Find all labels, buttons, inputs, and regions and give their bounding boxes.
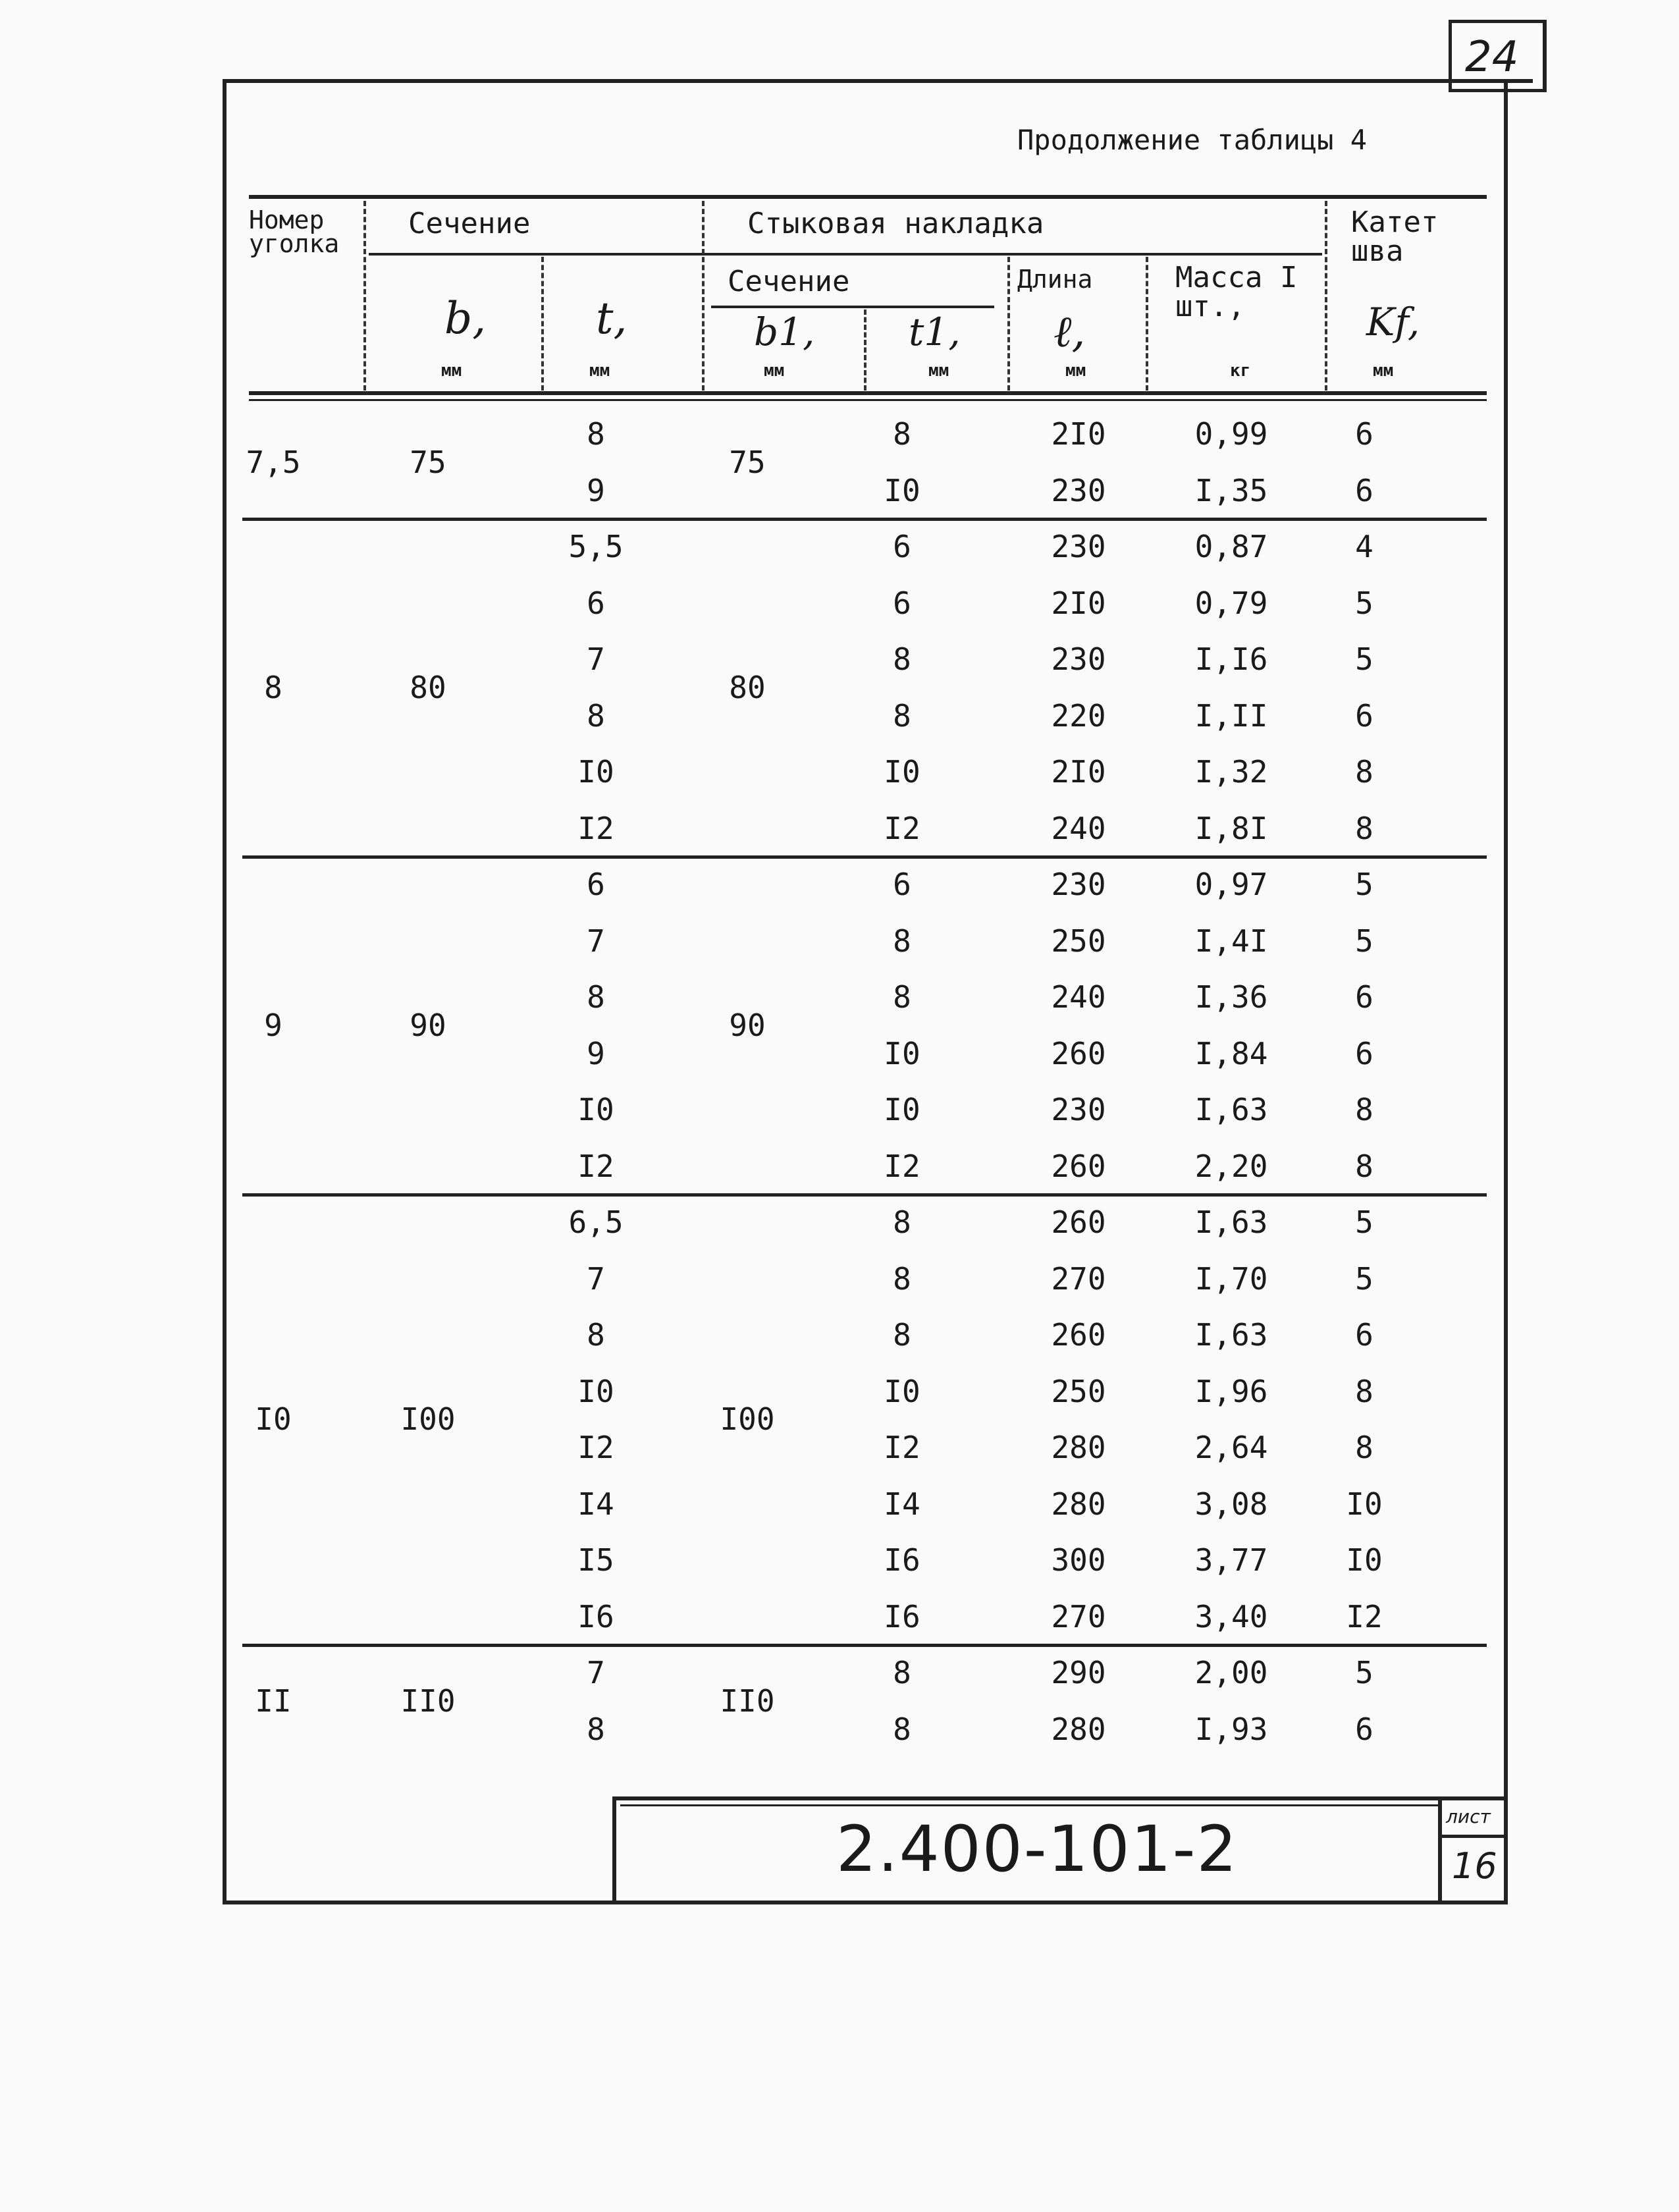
cell-l: 240 — [1051, 979, 1106, 1015]
cell-l: 250 — [1051, 1373, 1106, 1409]
cell-t1: I0 — [884, 754, 920, 790]
cell-m: I,4I — [1194, 923, 1268, 959]
cell-m: I,63 — [1194, 1092, 1268, 1127]
unit-k: мм — [1373, 361, 1394, 381]
cell-t: 6 — [587, 585, 605, 621]
cell-m: 0,99 — [1194, 416, 1268, 452]
cell-k: 5 — [1355, 585, 1373, 621]
cell-t1: I2 — [884, 810, 920, 846]
cell-k: 8 — [1355, 810, 1373, 846]
cell-m: I,63 — [1194, 1204, 1268, 1240]
cell-t: 5,5 — [568, 529, 624, 564]
cell-t1: 8 — [893, 641, 911, 677]
header-pad-section-line — [711, 306, 994, 308]
cell-m: 0,97 — [1194, 867, 1268, 902]
cell-t1: 8 — [893, 416, 911, 452]
stamp-doc-code: 2.400-101-2 — [836, 1812, 1239, 1886]
group-b1: 90 — [729, 1007, 766, 1043]
group-separator — [242, 855, 1487, 859]
cell-k: 5 — [1355, 1260, 1373, 1297]
header-sep-6 — [1146, 257, 1148, 391]
header-pad-section: Сечение — [728, 265, 850, 298]
header-top-line — [249, 195, 1487, 199]
cell-t1: I2 — [884, 1430, 920, 1465]
cell-t1: 8 — [893, 1204, 911, 1240]
cell-m: 3,08 — [1194, 1486, 1268, 1522]
cell-t1: 8 — [893, 923, 911, 959]
stamp-sheet-number: 16 — [1452, 1845, 1497, 1887]
cell-m: 2,20 — [1194, 1148, 1268, 1184]
cell-l: 280 — [1051, 1430, 1106, 1465]
cell-t: 8 — [587, 1711, 605, 1747]
cell-l: 260 — [1051, 1317, 1106, 1353]
cell-t: I0 — [577, 754, 614, 790]
table-caption: Продолжение таблицы 4 — [1017, 124, 1368, 156]
cell-k: 6 — [1355, 1317, 1373, 1353]
group-angle: I0 — [255, 1401, 292, 1438]
cell-t: 8 — [587, 979, 605, 1015]
header-sub-line — [369, 253, 1322, 256]
cell-m: 2,64 — [1194, 1430, 1268, 1465]
cell-l: 250 — [1051, 923, 1106, 959]
cell-t: 9 — [587, 472, 605, 508]
cell-k: I0 — [1346, 1486, 1383, 1522]
header-b1-symbol: b1, — [754, 310, 815, 354]
cell-t: I2 — [577, 1148, 614, 1184]
cell-m: I,70 — [1194, 1260, 1268, 1297]
cell-t: 8 — [587, 416, 605, 452]
cell-l: 230 — [1051, 1092, 1106, 1127]
cell-k: I2 — [1346, 1598, 1383, 1634]
group-b: 75 — [410, 444, 446, 480]
unit-t1: мм — [928, 361, 949, 381]
cell-l: 2I0 — [1051, 416, 1106, 452]
cell-m: I,84 — [1194, 1035, 1268, 1071]
frame-top — [223, 79, 1533, 83]
cell-t1: I0 — [884, 1035, 920, 1071]
cell-l: 260 — [1051, 1204, 1106, 1240]
cell-m: I,II — [1194, 697, 1268, 734]
header-weld-leg: Катет шва — [1351, 205, 1439, 268]
cell-t1: 6 — [893, 867, 911, 902]
group-b1: 75 — [729, 444, 766, 480]
cell-l: 2I0 — [1051, 754, 1106, 790]
header-sep-3 — [702, 201, 705, 391]
cell-t: I2 — [577, 810, 614, 846]
group-angle: II — [255, 1683, 292, 1719]
cell-t: 7 — [587, 1260, 605, 1297]
cell-k: 6 — [1355, 1711, 1373, 1747]
cell-l: 270 — [1051, 1260, 1106, 1297]
group-separator — [242, 518, 1487, 521]
header-angle-number: Номер уголка — [249, 205, 340, 258]
cell-k: 8 — [1355, 1430, 1373, 1465]
group-separator — [242, 1644, 1487, 1647]
group-b1: II0 — [720, 1683, 775, 1719]
cell-l: 300 — [1051, 1542, 1106, 1578]
cell-t: 7 — [587, 1655, 605, 1690]
cell-k: I0 — [1346, 1542, 1383, 1578]
cell-k: 5 — [1355, 867, 1373, 902]
cell-t: I6 — [577, 1598, 614, 1634]
group-separator — [242, 1193, 1487, 1197]
cell-k: 4 — [1355, 529, 1373, 564]
cell-t1: I6 — [884, 1598, 920, 1634]
header-bottom-line — [249, 391, 1487, 395]
frame-right — [1504, 79, 1508, 1903]
header-kf-symbol: Kf, — [1366, 300, 1420, 344]
frame-left — [223, 79, 227, 1903]
cell-k: 6 — [1355, 697, 1373, 734]
cell-t: 6 — [587, 867, 605, 902]
header-sep-5 — [1007, 257, 1010, 391]
cell-t1: 8 — [893, 1711, 911, 1747]
cell-l: 220 — [1051, 697, 1106, 734]
cell-l: 260 — [1051, 1148, 1106, 1184]
header-length: Длина — [1017, 265, 1093, 294]
cell-k: 8 — [1355, 1148, 1373, 1184]
cell-t1: I4 — [884, 1486, 920, 1522]
cell-l: 230 — [1051, 867, 1106, 902]
cell-t: I2 — [577, 1430, 614, 1465]
cell-k: 6 — [1355, 979, 1373, 1015]
cell-t1: I0 — [884, 1373, 920, 1409]
group-angle: 7,5 — [246, 444, 301, 480]
cell-t: I5 — [577, 1542, 614, 1578]
cell-l: 240 — [1051, 810, 1106, 846]
cell-m: I,8I — [1194, 810, 1268, 846]
cell-l: 230 — [1051, 529, 1106, 564]
cell-t: I0 — [577, 1092, 614, 1127]
cell-l: 270 — [1051, 1598, 1106, 1634]
cell-l: 230 — [1051, 472, 1106, 508]
cell-m: 0,79 — [1194, 585, 1268, 621]
cell-t: I4 — [577, 1486, 614, 1522]
cell-l: 230 — [1051, 641, 1106, 677]
cell-m: I,96 — [1194, 1373, 1268, 1409]
cell-l: 290 — [1051, 1655, 1106, 1690]
cell-l: 2I0 — [1051, 585, 1106, 621]
cell-k: 5 — [1355, 1655, 1373, 1690]
cell-k: 5 — [1355, 1204, 1373, 1240]
cell-m: I,36 — [1194, 979, 1268, 1015]
unit-m: кг — [1230, 361, 1251, 381]
cell-t1: I0 — [884, 472, 920, 508]
cell-t1: 8 — [893, 1260, 911, 1297]
cell-t1: I0 — [884, 1092, 920, 1127]
cell-m: I,I6 — [1194, 641, 1268, 677]
cell-m: 3,77 — [1194, 1542, 1268, 1578]
group-angle: 9 — [264, 1007, 282, 1043]
cell-m: 3,40 — [1194, 1598, 1268, 1634]
header-t1-symbol: t1, — [909, 310, 961, 354]
cell-k: 8 — [1355, 1373, 1373, 1409]
cell-t1: 6 — [893, 529, 911, 564]
cell-l: 260 — [1051, 1035, 1106, 1071]
cell-t1: 8 — [893, 1655, 911, 1690]
cell-k: 6 — [1355, 1035, 1373, 1071]
cell-t: 8 — [587, 697, 605, 734]
cell-t: 8 — [587, 1317, 605, 1353]
unit-b1: мм — [764, 361, 785, 381]
sheet-number-divider — [1438, 1835, 1506, 1838]
cell-k: 5 — [1355, 923, 1373, 959]
cell-m: I,35 — [1194, 472, 1268, 508]
cell-t1: 8 — [893, 697, 911, 734]
cell-k: 6 — [1355, 472, 1373, 508]
group-b: 80 — [410, 669, 446, 705]
cell-t: I0 — [577, 1373, 614, 1409]
header-l-symbol: ℓ, — [1053, 306, 1086, 357]
cell-t1: I6 — [884, 1542, 920, 1578]
stamp-sheet-label: лист — [1446, 1806, 1491, 1827]
group-b: I00 — [400, 1401, 456, 1438]
unit-l: мм — [1065, 361, 1086, 381]
cell-t: 7 — [587, 641, 605, 677]
group-b1: I00 — [720, 1401, 775, 1438]
header-sep-7 — [1325, 201, 1327, 391]
unit-b: мм — [441, 361, 462, 381]
stamp-inner-line — [620, 1804, 1438, 1806]
cell-m: I,32 — [1194, 754, 1268, 790]
header-butt-pad: Стыковая накладка — [747, 207, 1044, 240]
cell-k: 8 — [1355, 754, 1373, 790]
group-b: II0 — [400, 1683, 456, 1719]
header-sep-4 — [864, 310, 866, 391]
cell-l: 280 — [1051, 1486, 1106, 1522]
cell-t1: 8 — [893, 1317, 911, 1353]
cell-m: 0,87 — [1194, 529, 1268, 564]
header-mass: Масса I шт., — [1175, 261, 1298, 323]
group-angle: 8 — [264, 669, 282, 705]
header-sep-2 — [541, 257, 544, 391]
cell-l: 280 — [1051, 1711, 1106, 1747]
corner-number: 24 — [1465, 33, 1519, 82]
cell-t: 7 — [587, 923, 605, 959]
cell-t: 9 — [587, 1035, 605, 1071]
header-bottom-line-2 — [249, 399, 1487, 401]
header-section: Сечение — [408, 207, 531, 240]
cell-k: 6 — [1355, 416, 1373, 452]
cell-t: 6,5 — [568, 1204, 624, 1240]
cell-m: I,63 — [1194, 1317, 1268, 1353]
cell-k: 5 — [1355, 641, 1373, 677]
cell-t1: 6 — [893, 585, 911, 621]
header-b-symbol: b, — [444, 293, 487, 344]
header-sep-1 — [363, 201, 366, 391]
unit-t: мм — [589, 361, 610, 381]
group-b1: 80 — [729, 669, 766, 705]
cell-t1: 8 — [893, 979, 911, 1015]
cell-m: 2,00 — [1194, 1655, 1268, 1690]
group-b: 90 — [410, 1007, 446, 1043]
header-t-symbol: t, — [596, 293, 627, 344]
cell-k: 8 — [1355, 1092, 1373, 1127]
cell-m: I,93 — [1194, 1711, 1268, 1747]
cell-t1: I2 — [884, 1148, 920, 1184]
